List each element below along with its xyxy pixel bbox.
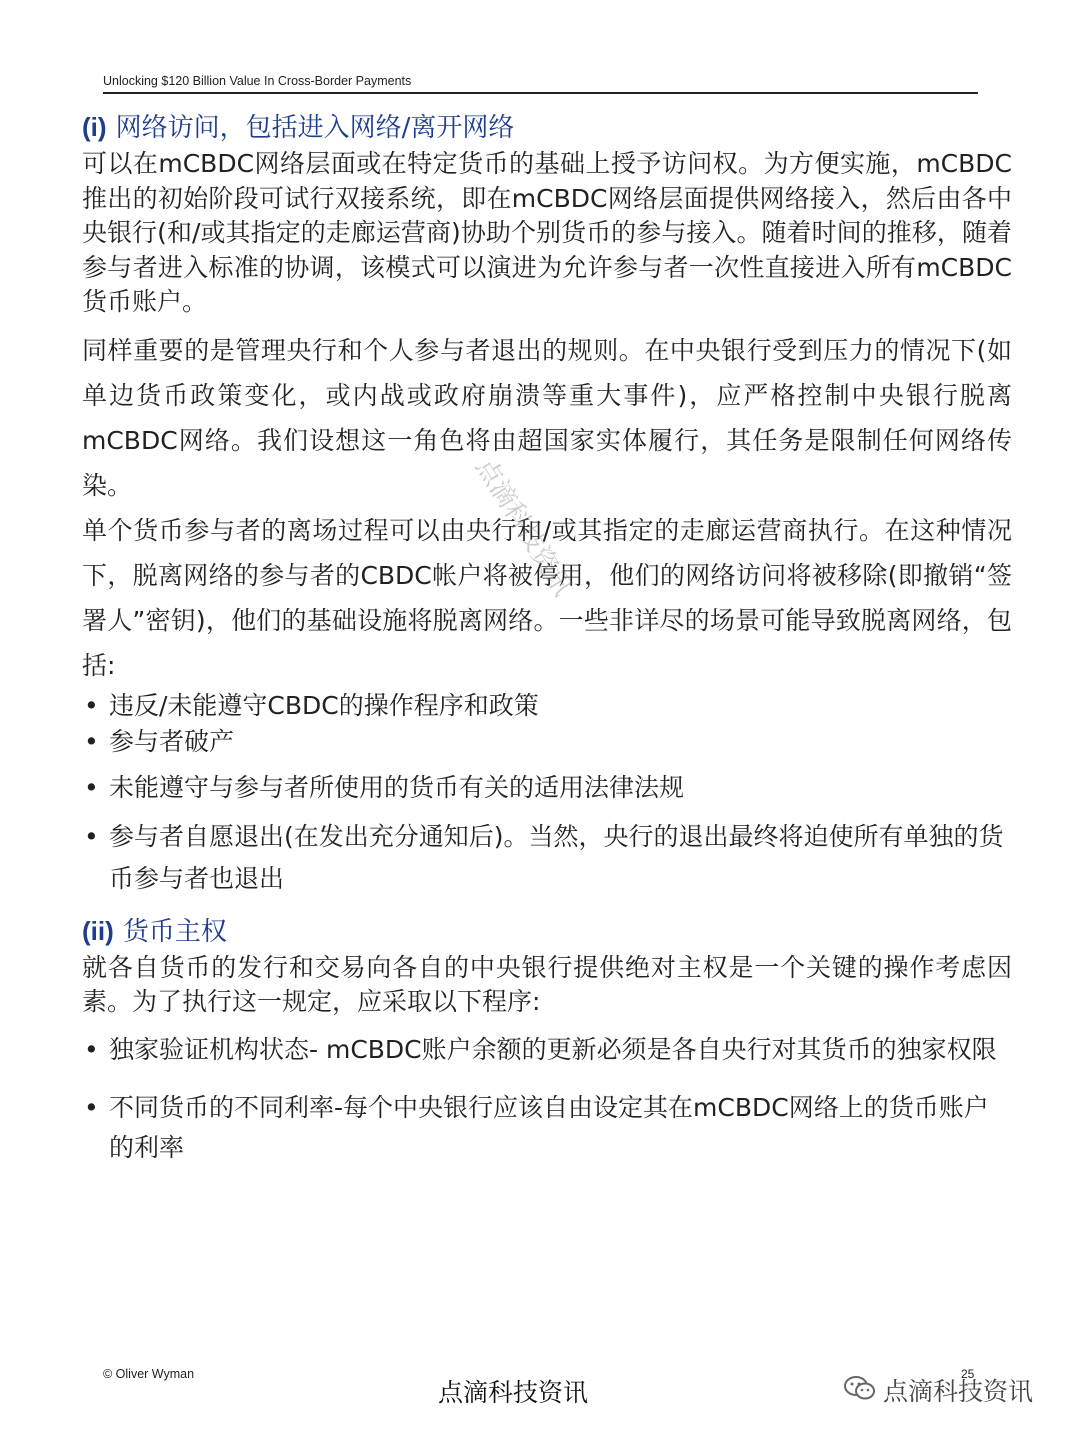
list-item — [82, 688, 1012, 724]
paragraph-access-rights: 可以在mCBDC网络层面或在特定货币的基础上授予访问权。为方便实施，mCBDC推出的初始阶段可试行双接系统，即在mCBDC网络层面提供网络接入，然后由各中央银行(和/或其指定的走廊运营商)协助个别货币的参与接入。随着时间的推移，随着参与者进入标准的协调，该模式可以演进为允许参与者一次性直接进入所有mCBDC货币账户。 — [82, 149, 1012, 316]
section-number: (ii) — [82, 915, 114, 946]
wechat-brand — [843, 1372, 1033, 1408]
bullet-icon: • — [84, 726, 99, 756]
list-item-text: 未能遵守与参与者所使用的货币有关的适用法律法规 — [109, 772, 685, 802]
section-title: 网络访问，包括进入网络/离开网络 — [115, 113, 515, 143]
brand-name: 点滴科技资讯 — [883, 1377, 1034, 1406]
bullet-icon: • — [84, 821, 99, 851]
exit-scenarios-list — [82, 688, 1012, 900]
header-rule — [103, 92, 978, 94]
list-item-text: 参与者破产 — [109, 726, 235, 756]
paragraph-sovereignty: 就各自货币的发行和交易向各自的中央银行提供绝对主权是一个关键的操作考虑因素。为了执行这一规定，应采取以下程序: — [82, 952, 1012, 1016]
page-number: 25 — [961, 1367, 975, 1381]
sovereignty-procedures-list — [82, 1030, 1012, 1168]
list-item — [82, 770, 1012, 806]
running-header: Unlocking $120 Billion Value In Cross-Border Payments — [103, 74, 412, 88]
bullet-icon: • — [84, 690, 99, 720]
paragraph-participant-exit: 单个货币参与者的离场过程可以由央行和/或其指定的走廊运营商执行。在这种情况下，脱离网络的参与者的CBDC帐户将被停用，他们的网络访问将被移除(即撤销“签署人”密钥)，他们的基础设施将脱离网络。一些非详尽的场景可能导致脱离网络，包括: — [82, 515, 1012, 680]
section-sovereignty — [82, 912, 1012, 1168]
section-heading-access — [82, 108, 1012, 147]
bullet-icon: • — [84, 1092, 99, 1122]
list-item-text: 违反/未能遵守CBDC的操作程序和政策 — [109, 690, 539, 720]
list-item — [82, 1088, 1012, 1168]
list-item-text: 独家验证机构状态- mCBDC账户余额的更新必须是各自央行对其货币的独家权限 — [109, 1034, 997, 1064]
copyright: © Oliver Wyman — [103, 1367, 195, 1381]
paragraph-exit-rules: 同样重要的是管理央行和个人参与者退出的规则。在中央银行受到压力的情况下(如单边货币政策变化，或内战或政府崩溃等重大事件)，应严格控制中央银行脱离mCBDC网络。我们设想这一角色将由超国家实体履行，其任务是限制任何网络传染。 — [82, 335, 1012, 500]
footer-source: 点滴科技资讯 — [438, 1378, 589, 1407]
chat-bubble-icon — [843, 1374, 877, 1406]
list-item — [82, 1030, 1012, 1070]
section-title: 货币主权 — [122, 916, 227, 947]
list-item — [82, 724, 1012, 760]
list-item-text: 参与者自愿退出(在发出充分通知后)。当然，央行的退出最终将迫使所有单独的货币参与者也退出 — [109, 821, 1004, 893]
section-number: (i) — [82, 112, 107, 142]
section-heading-sovereignty — [82, 912, 1012, 951]
main-content — [82, 108, 1012, 1186]
watermark-text: 点滴科技资讯 — [469, 453, 578, 602]
bullet-icon: • — [84, 1034, 99, 1064]
bullet-icon: • — [84, 772, 99, 802]
list-item-text: 不同货币的不同利率-每个中央银行应该自由设定其在mCBDC网络上的货币账户的利率 — [109, 1092, 989, 1162]
list-item — [82, 816, 1012, 900]
